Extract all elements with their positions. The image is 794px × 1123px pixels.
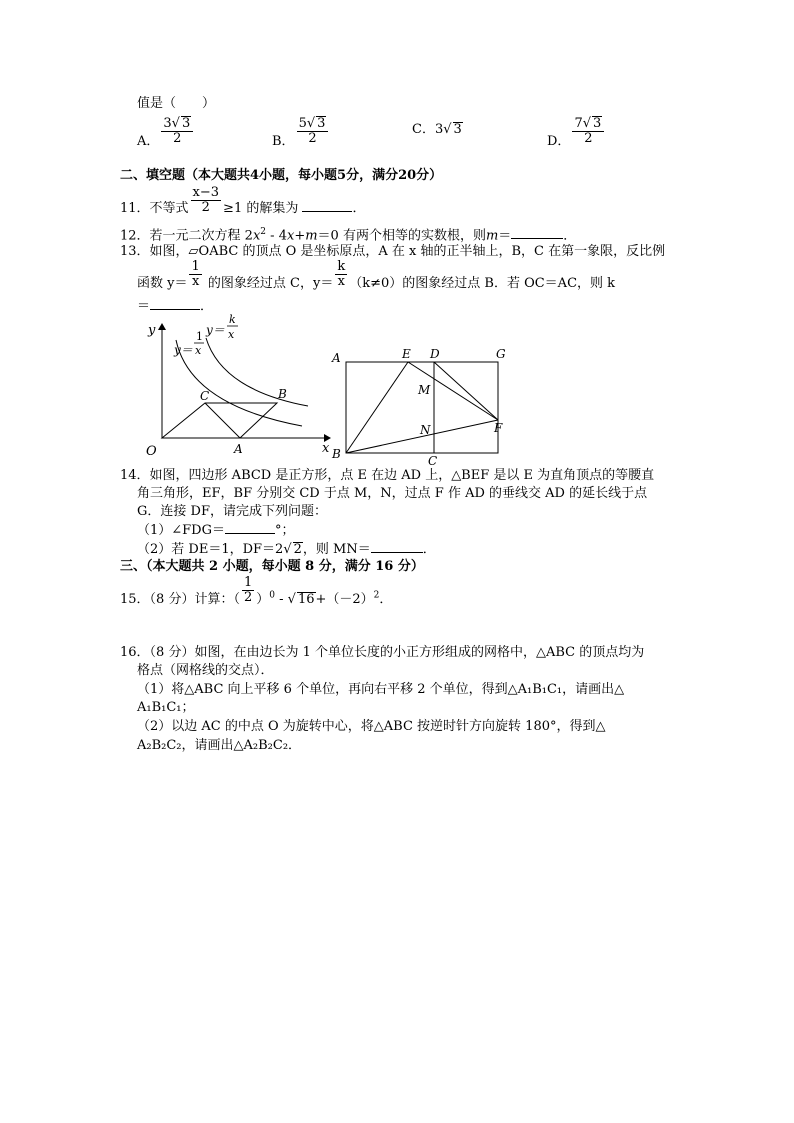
- sqrt-symbol: √: [443, 122, 452, 137]
- q11: 11．不等式 $\frac{x-3}{2}$ ≥1 的解集为 ．: [120, 185, 366, 216]
- point-M-label: M: [418, 383, 431, 397]
- curve-k-over-x: [206, 338, 308, 406]
- q16-line5: （2）以边 AC 的中点 O 为旋转中心，将△ABC 按逆时针方向旋转 180°，得到△: [137, 719, 606, 734]
- q16-line6: A₂B₂C₂，请画出△A₂B₂C₂．: [137, 738, 302, 753]
- q13-line3: ＝ ．: [137, 299, 214, 314]
- point-G-label: G: [496, 347, 506, 361]
- q10-option-b: [272, 116, 330, 152]
- q15-fraction: $\frac{1}{2}$: [243, 575, 253, 605]
- q16-line2: 格点（网格线的交点）．: [137, 663, 274, 678]
- y-axis-label: y: [148, 323, 156, 338]
- q16-line1: 16．（8 分）如图，在由边长为 1 个单位长度的小正方形组成的网格中，△ABC 的顶点均为: [120, 645, 645, 660]
- section-3-title: 三、（本大题共 2 小题，每小题 8 分，满分 16 分）: [120, 559, 424, 574]
- point-C-label: C: [200, 389, 210, 403]
- point-B-label: B: [332, 447, 341, 461]
- rectangle-ABCG: [346, 362, 498, 453]
- curve-1-num: 1: [196, 330, 203, 343]
- q14-answer-blank-2[interactable]: [371, 540, 423, 553]
- parallelogram-OABC: [162, 403, 277, 438]
- option-label: C．: [412, 122, 435, 137]
- q12-answer-blank[interactable]: [511, 226, 563, 239]
- section-2-title: 二、填空题（本大题共4小题，每小题5分，满分20分）: [120, 168, 443, 183]
- segment-AC: [205, 403, 240, 438]
- q14-line3: G．连接 DF，请完成下列问题：: [137, 504, 327, 519]
- curve-1-den: x: [195, 344, 202, 357]
- curve-1-label: y＝: [174, 343, 193, 357]
- point-F-label: F: [494, 421, 503, 435]
- q16-line3: （1）将△ABC 向上平移 6 个单位，再向右平移 2 个单位，得到△A₁B₁C₁，请画出△: [137, 682, 625, 697]
- q13-line1: 13．如图，▱OABC 的顶点 O 是坐标原点，A 在 x 轴的正半轴上，B，C 在第一象限，反比例: [120, 244, 666, 259]
- q10-option-c: C．3√ 3: [412, 122, 462, 137]
- point-C-label: C: [428, 454, 438, 466]
- point-A-label: A: [332, 351, 341, 365]
- sqrt-symbol: √: [582, 116, 592, 131]
- x-axis-label: x: [322, 441, 330, 456]
- option-fraction: $\frac{7√ 3}{2}$: [572, 116, 604, 146]
- sqrt-symbol: √: [171, 116, 180, 131]
- q11-answer-blank[interactable]: [302, 199, 352, 212]
- option-fraction: $\frac{3√ 3}{2}$: [161, 116, 193, 146]
- q14-answer-blank-1[interactable]: [225, 521, 275, 534]
- point-E-label: E: [402, 347, 411, 361]
- q10-option-a: [137, 116, 195, 152]
- option-fraction: $\frac{5√ 3}{2}$: [297, 116, 329, 146]
- q14-line2: 角三角形，EF，BF 分别交 CD 于点 M，N，过点 F 作 AD 的垂线交 AD 的延长线于点: [137, 486, 648, 501]
- point-D-label: D: [430, 347, 440, 361]
- q14-part2: （2）若 DE＝1，DF＝2√ 2，则 MN＝ ．: [137, 542, 436, 557]
- segment-DF: [434, 362, 498, 420]
- q11-fraction: $\frac{x-3}{2}$: [192, 185, 220, 215]
- option-label: D．: [547, 133, 571, 149]
- point-N-label: N: [420, 423, 431, 437]
- point-A-label: A: [234, 442, 243, 456]
- q13-fraction-1: $\frac{1}{x}$: [191, 259, 200, 289]
- sqrt-symbol: √: [287, 592, 296, 607]
- q13-fraction-k: $\frac{k}{x}$: [337, 259, 346, 289]
- figure-square-triangle: [328, 346, 518, 466]
- segment-BE: [346, 362, 408, 453]
- point-B-label: B: [278, 387, 287, 401]
- q10-option-d: [547, 116, 606, 152]
- option-label: B．: [272, 133, 295, 149]
- q13-answer-blank[interactable]: [150, 297, 200, 310]
- curve-k-label: y＝: [206, 323, 225, 337]
- q15: 15．（8 分）计算：（ $\frac{1}{2}$ ）$^0$ - √ $16+(-2)^2$．: [120, 575, 393, 607]
- q14-part1: （1）∠FDG＝ °；: [137, 523, 295, 538]
- origin-label: O: [146, 444, 157, 459]
- sqrt-symbol: √: [306, 116, 316, 131]
- q16-line4: A₁B₁C₁；: [137, 700, 195, 715]
- sqrt-symbol: √: [283, 542, 292, 557]
- q14-line1: 14．如图，四边形 ABCD 是正方形，点 E 在边 AD 上，△BEF 是以 E 为直角顶点的等腰直: [120, 468, 655, 483]
- q13-line2: 函数 y＝ $\frac{1}{x}$ 的图象经过点 C，y＝ $\frac{k}{x}$ （k≠0）的图象经过点 B．若 OC＝AC，则 k: [137, 259, 616, 291]
- figure-hyperbola-parallelogram: [130, 310, 340, 465]
- curve-k-num: k: [229, 313, 236, 326]
- q10-stem: 值是（ ）: [137, 96, 216, 111]
- q12: 12．若一元二次方程 $2x^2 - 4x+m=0$ 有两个相等的实数根，则m＝ ．: [120, 227, 577, 244]
- curve-k-den: x: [228, 328, 235, 341]
- option-label: A．: [137, 133, 160, 149]
